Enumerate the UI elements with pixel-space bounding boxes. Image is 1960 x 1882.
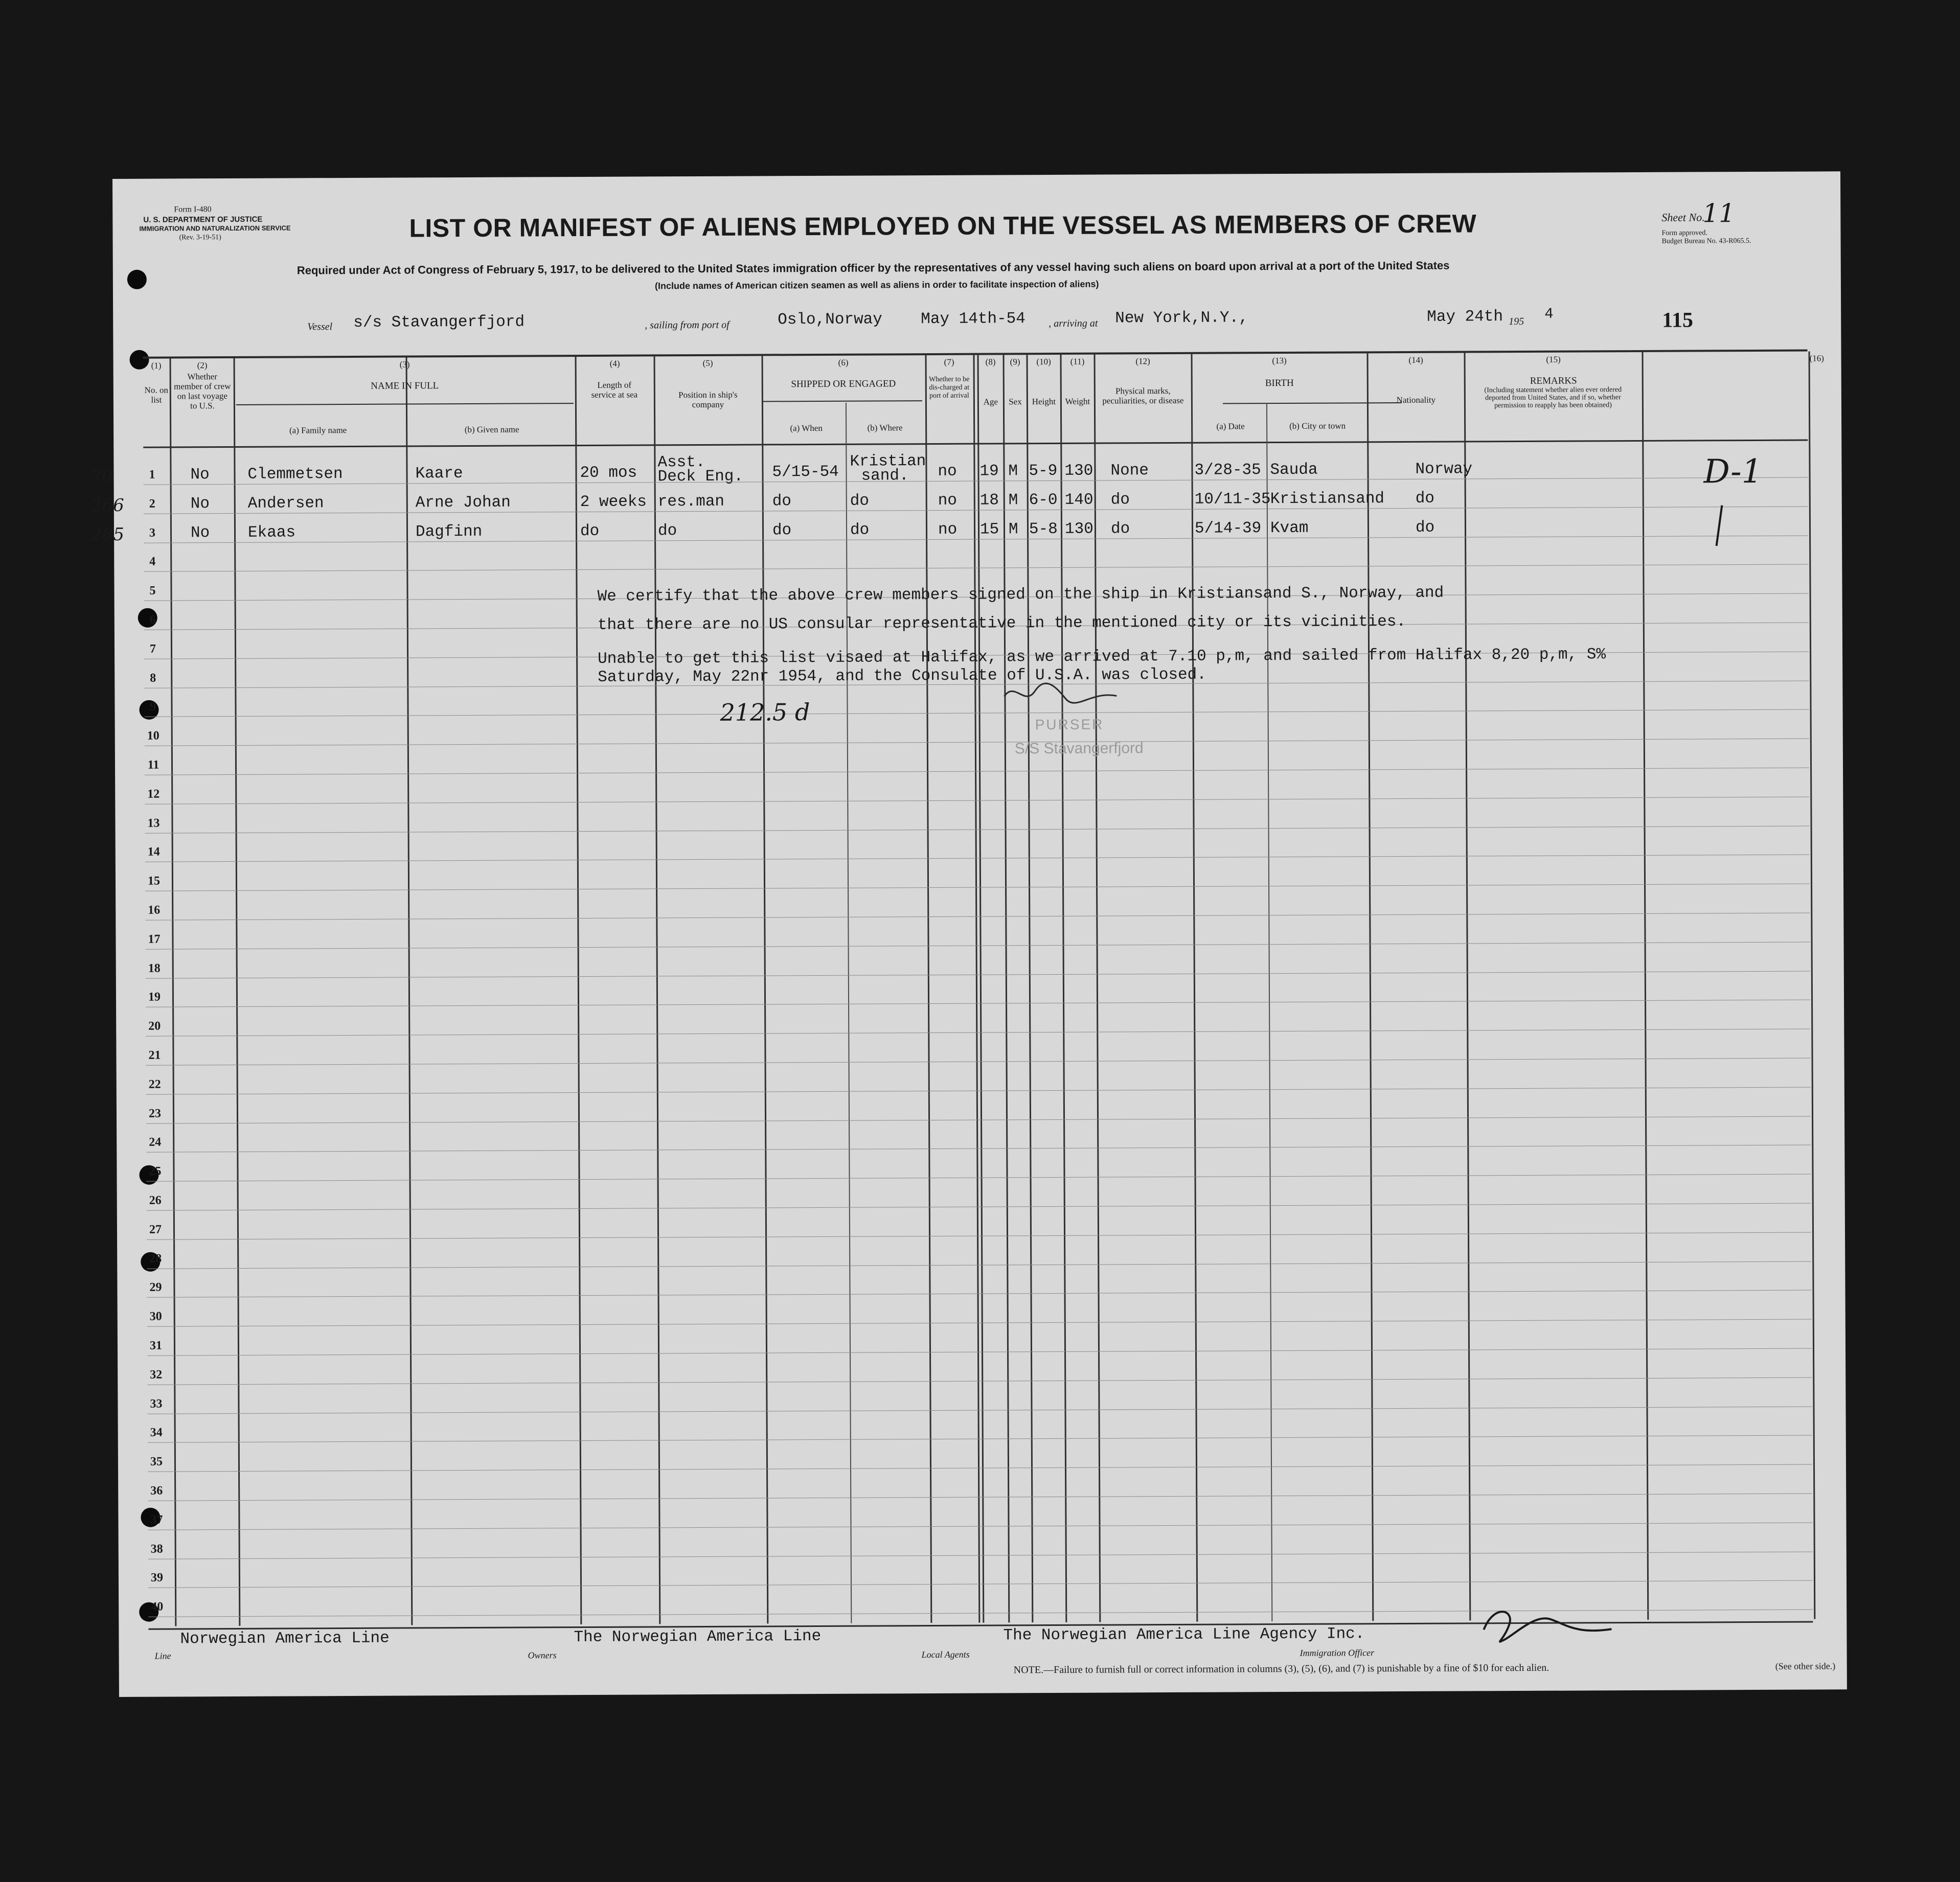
- discharge-cell: no: [938, 520, 958, 539]
- ruled-line: [145, 739, 1809, 746]
- ruled-line: [147, 1174, 1811, 1182]
- position-cell: do: [657, 521, 677, 540]
- col-line: [1367, 353, 1374, 1621]
- ruled-line: [148, 1406, 1812, 1414]
- discharge-cell: no: [938, 491, 958, 510]
- owners-label: Owners: [528, 1650, 557, 1661]
- manifest-sheet: [90, 171, 1847, 1697]
- year-prefix: 195: [1509, 315, 1524, 328]
- col-line: [1027, 355, 1034, 1622]
- ruled-line: [147, 1290, 1812, 1298]
- col-line: [234, 358, 241, 1626]
- row-number: 23: [148, 1107, 162, 1120]
- ruled-line: [147, 1319, 1812, 1327]
- col-16-num: (16): [1809, 353, 1824, 363]
- shipped-where-cell: do: [850, 521, 870, 539]
- col-14-num: (14): [1408, 355, 1423, 365]
- col-8-num: (8): [985, 357, 996, 367]
- service-length-cell: 2 weeks: [580, 493, 647, 511]
- row-number: 2: [149, 497, 155, 511]
- col-line: [925, 355, 932, 1623]
- row-number: 10: [147, 729, 159, 743]
- ruled-line: [145, 825, 1810, 833]
- family-name-cell: Ekaas: [247, 523, 296, 542]
- row-number: 39: [150, 1571, 163, 1585]
- service-length-cell: 20 mos: [580, 464, 637, 483]
- col-13-num: (13): [1272, 355, 1287, 366]
- row-number: 1: [149, 468, 155, 481]
- col-6a-header: (a) When: [790, 423, 823, 433]
- given-name-cell: Kaare: [415, 465, 463, 483]
- shipped-where-cell-line-2: sand.: [861, 467, 909, 485]
- row-number: 12: [147, 787, 160, 801]
- sailing-port: Oslo,Norway: [778, 310, 882, 329]
- given-name-cell: Dagfinn: [415, 522, 483, 541]
- officer-label: Immigration Officer: [1300, 1647, 1375, 1658]
- row-number: 17: [148, 932, 161, 946]
- line-value: Norwegian America Line: [180, 1629, 390, 1648]
- row-number: 18: [148, 961, 161, 975]
- given-name-cell: Arne Johan: [415, 493, 511, 512]
- row-number: 7: [149, 642, 156, 656]
- row-number: 11: [147, 758, 159, 772]
- col-12-header: Physical marks, peculiarities, or disease: [1102, 385, 1184, 406]
- ruled-line: [148, 1522, 1813, 1530]
- row-number: 13: [147, 816, 160, 830]
- ruled-line: [148, 1464, 1812, 1472]
- header-rule: [143, 440, 1808, 448]
- nationality-cell: do: [1415, 489, 1435, 508]
- ruled-line: [144, 506, 1808, 514]
- ruled-lines: [112, 171, 1840, 179]
- row-number: 37: [150, 1513, 163, 1527]
- row-number: 25: [149, 1164, 162, 1178]
- position-cell-line-2: Deck Eng.: [657, 467, 744, 486]
- row-number: 32: [150, 1368, 163, 1382]
- col-line: [1642, 352, 1649, 1620]
- weight-cell: 130: [1064, 520, 1093, 538]
- row-number: 36: [150, 1484, 163, 1498]
- col-7-header: Whether to be dis-charged at port of arrival: [929, 375, 970, 400]
- weight-cell: 130: [1064, 462, 1093, 480]
- form-subtitle: Required under Act of Congress of February 5, 1917, to be delivered to the United States immigration officer by the representatives of any vessel having such aliens on board upon arrival at a port of the United States: [297, 259, 1450, 277]
- row-number: 28: [149, 1252, 162, 1266]
- col-line: [1191, 354, 1198, 1622]
- last-voyage-cell: No: [190, 523, 210, 542]
- col-15-header: REMARKS: [1530, 375, 1577, 386]
- line-label: Line: [154, 1650, 171, 1661]
- birth-date-cell: 5/14-39: [1194, 519, 1262, 538]
- weight-cell: 140: [1064, 491, 1093, 509]
- col-3-header: NAME IN FULL: [371, 380, 439, 392]
- last-voyage-cell: No: [190, 466, 210, 484]
- sub-header-rule-shipped: [763, 400, 922, 402]
- row-number: 9: [150, 700, 156, 714]
- ruled-line: [145, 768, 1809, 775]
- height-cell: 5-8: [1029, 520, 1058, 538]
- col-line: [1003, 355, 1010, 1622]
- age-cell: 18: [979, 491, 999, 510]
- inspector-mark: D-1: [1703, 452, 1763, 491]
- row-number: 4: [149, 555, 156, 569]
- row-number: 21: [148, 1048, 161, 1062]
- shipped-when-cell: do: [772, 492, 792, 511]
- inspector-tick: [1716, 505, 1723, 546]
- certification-line-3: Unable to get this list visaed at Halifax, as we arrived at 7.10 p,m, and sailed from Halifax 8,20 p,m, S%: [598, 646, 1606, 668]
- nationality-cell: do: [1415, 518, 1435, 537]
- ruled-line: [145, 796, 1809, 804]
- col-2-header: Whether member of crew on last voyage to U.S.: [174, 372, 231, 411]
- col-13a-header: (a) Date: [1216, 421, 1245, 431]
- col-line: [762, 356, 769, 1623]
- ruled-line: [145, 709, 1809, 717]
- col-11-header: Weight: [1065, 396, 1090, 406]
- col-15-num: (15): [1546, 354, 1561, 364]
- col-line: [1060, 355, 1067, 1622]
- year-digit: 4: [1544, 305, 1554, 323]
- ruled-line: [146, 1029, 1810, 1037]
- col-13b-header: (b) City or town: [1289, 421, 1346, 431]
- sex-cell: M: [1008, 520, 1018, 538]
- arriving-label: , arriving at: [1049, 317, 1098, 330]
- row-number: 8: [150, 671, 156, 685]
- certification-line-4: Saturday, May 22nr 1954, and the Consulate of U.S.A. was closed.: [598, 665, 1206, 686]
- shipped-when-cell: 5/15-54: [772, 463, 839, 481]
- certification-line-1: We certify that the above crew members signed on the ship in Kristiansand S., Norway, and: [597, 584, 1444, 606]
- discharge-cell: no: [938, 462, 957, 480]
- family-name-cell: Andersen: [247, 494, 324, 513]
- ruled-line: [148, 1494, 1812, 1501]
- col-4-header: Length of service at sea: [591, 380, 638, 400]
- footer-note: NOTE.—Failure to furnish full or correct information in columns (3), (5), (6), and (7) is punishable by a fine of $10 for each alien.: [1013, 1662, 1549, 1676]
- family-name-cell: Clemmetsen: [247, 465, 343, 484]
- sex-cell: M: [1008, 462, 1018, 480]
- row-number: 19: [148, 990, 161, 1004]
- position-cell: res.man: [657, 492, 725, 511]
- budget-bureau: Budget Bureau No. 43-R065.5.: [1661, 237, 1751, 245]
- birth-city-cell: Sauda: [1270, 461, 1318, 479]
- ruled-line: [144, 477, 1808, 485]
- row-number: 14: [147, 845, 160, 859]
- height-cell: 5-9: [1029, 462, 1058, 480]
- arrival-port: New York,N.Y.,: [1115, 309, 1248, 328]
- row-number: 26: [149, 1194, 162, 1207]
- row-number: 30: [149, 1310, 162, 1323]
- ruled-line: [145, 913, 1810, 921]
- form-subtitle-2: (Include names of American citizen seamen as well as aliens in order to facilitate inspection of aliens): [654, 279, 1099, 291]
- ruled-line: [146, 1000, 1810, 1007]
- shipped-where-cell: do: [850, 492, 870, 510]
- physical-marks-cell: do: [1110, 491, 1130, 509]
- revision: (Rev. 3-19-51): [179, 234, 221, 242]
- row-number: 31: [149, 1339, 163, 1352]
- col-1-header: No. on list: [144, 385, 168, 405]
- sex-cell: M: [1008, 491, 1018, 510]
- purser-stamp-vessel: S/S Stavangerfjord: [1014, 740, 1144, 758]
- col-6-num: (6): [838, 357, 849, 368]
- purser-signature: [999, 675, 1122, 712]
- ruled-line: [146, 942, 1810, 949]
- punch-hole: [127, 270, 147, 289]
- arrival-date: May 24th: [1427, 308, 1503, 326]
- col-9-num: (9): [1010, 357, 1020, 367]
- row-number: 22: [148, 1077, 161, 1091]
- row-number: 34: [150, 1426, 163, 1440]
- last-voyage-cell: No: [190, 494, 210, 513]
- col-4-num: (4): [609, 358, 620, 369]
- sailing-label: , sailing from port of: [645, 319, 730, 331]
- form-title: LIST OR MANIFEST OF ALIENS EMPLOYED ON THE VESSEL AS MEMBERS OF CREW: [409, 209, 1477, 243]
- row-number: 35: [150, 1455, 163, 1468]
- row-number: 5: [149, 584, 156, 598]
- ruled-line: [147, 1377, 1812, 1385]
- ruled-line: [147, 1348, 1812, 1356]
- see-other-side: (See other side.): [1775, 1661, 1836, 1671]
- row-number: 33: [150, 1397, 163, 1411]
- row-number: 16: [148, 903, 161, 917]
- shipped-when-cell: do: [772, 521, 792, 539]
- birth-date-cell: 3/28-35: [1194, 461, 1261, 479]
- page-number: 115: [1662, 308, 1694, 332]
- agents-value: The Norwegian America Line Agency Inc.: [1003, 1625, 1365, 1645]
- physical-marks-cell: do: [1110, 519, 1130, 538]
- col-6b-header: (b) Where: [867, 423, 903, 433]
- row-number: 3: [149, 526, 156, 540]
- row-number: 20: [148, 1019, 161, 1033]
- col-6-header: SHIPPED OR ENGAGED: [791, 378, 896, 390]
- agents-label: Local Agents: [921, 1649, 970, 1660]
- form-approved: Form approved.: [1661, 229, 1707, 237]
- ruled-line: [146, 971, 1810, 978]
- col-line: [406, 357, 413, 1625]
- col-8-header: Age: [983, 397, 998, 407]
- department-name: U. S. DEPARTMENT OF JUSTICE: [143, 215, 263, 224]
- margin-number: 266: [90, 495, 124, 516]
- ruled-line: [144, 535, 1808, 543]
- ruled-line: [148, 1435, 1812, 1443]
- officer-signature: [1473, 1593, 1616, 1650]
- height-cell: 6-0: [1029, 491, 1058, 509]
- col-10-header: Height: [1032, 396, 1056, 407]
- birth-city-cell: Kristiansand: [1270, 489, 1385, 508]
- col-line: [1464, 353, 1471, 1620]
- form-number: Form I-480: [174, 205, 212, 214]
- col-line: [575, 357, 582, 1624]
- col-3a-header: (a) Family name: [289, 425, 347, 435]
- vessel-label: Vessel: [307, 321, 333, 333]
- position-cell: Asst.: [657, 453, 705, 472]
- sailing-date: May 14th-54: [921, 310, 1025, 329]
- shipped-where-cell: Kristian: [850, 452, 926, 471]
- row-number: 24: [149, 1135, 162, 1150]
- certification-line-2: that there are no US consular representative in the mentioned city or its vicinities.: [597, 612, 1406, 634]
- col-7-num: (7): [944, 357, 954, 367]
- col-line: [846, 403, 852, 1623]
- purser-stamp-title: PURSER: [1035, 716, 1104, 733]
- ruled-line: [147, 1261, 1811, 1269]
- ruled-line: [148, 1551, 1813, 1559]
- col-3-num: (3): [399, 359, 410, 370]
- row-number: 15: [147, 874, 161, 888]
- sub-header-rule-name: [236, 403, 574, 405]
- col-10-num: (10): [1036, 356, 1051, 367]
- ruled-line: [148, 1580, 1813, 1588]
- row-number: 38: [150, 1542, 163, 1556]
- sheet-number: 11: [1702, 198, 1736, 228]
- col-line: [1809, 352, 1816, 1619]
- birth-city-cell: Kvam: [1270, 519, 1309, 537]
- margin-number: 285: [90, 524, 125, 545]
- service-name: IMMIGRATION AND NATURALIZATION SERVICE: [139, 224, 291, 233]
- ruled-line: [147, 1232, 1811, 1240]
- col-15-subheader: (Including statement whether alien ever ordered deported from United States, and if so, whether permission to reapply has been obtained): [1484, 386, 1622, 410]
- col-12-num: (12): [1135, 356, 1150, 366]
- col-3b-header: (b) Given name: [464, 424, 519, 434]
- ruled-line: [146, 1087, 1811, 1094]
- col-line: [1094, 355, 1101, 1622]
- ruled-line: [145, 855, 1810, 862]
- row-number: 6: [149, 613, 156, 627]
- row-number: 40: [151, 1600, 164, 1614]
- col-13-header: BIRTH: [1265, 377, 1294, 389]
- col-14-header: Nationality: [1396, 395, 1436, 405]
- sheet-label: Sheet No.: [1661, 211, 1705, 224]
- service-length-cell: do: [580, 522, 600, 540]
- margin-number: 70: [90, 466, 113, 487]
- owners-value: The Norwegian America Line: [574, 1627, 822, 1647]
- col-1-num: (1): [151, 360, 162, 371]
- nationality-cell: Norway: [1415, 460, 1473, 478]
- vessel-name: s/s Stavangerfjord: [353, 313, 525, 332]
- ruled-line: [146, 1145, 1811, 1153]
- col-line: [654, 356, 661, 1624]
- col-5-header: Position in ship's company: [678, 389, 738, 410]
- physical-marks-cell: None: [1110, 462, 1149, 480]
- row-number: 29: [149, 1280, 162, 1295]
- ruled-line: [145, 884, 1810, 891]
- ruled-line: [146, 1058, 1811, 1066]
- handwritten-annotation: 212.5 d: [720, 698, 810, 726]
- col-9-header: Sex: [1009, 397, 1022, 407]
- birth-date-cell: 10/11-35: [1194, 490, 1271, 509]
- ruled-line: [146, 1116, 1811, 1123]
- col-5-num: (5): [702, 358, 713, 368]
- ruled-line: [144, 564, 1808, 572]
- col-11-num: (11): [1070, 356, 1085, 366]
- ruled-line: [147, 1203, 1811, 1211]
- row-number: 27: [149, 1223, 162, 1236]
- age-cell: 15: [979, 520, 999, 539]
- col-2-num: (2): [197, 360, 208, 371]
- age-cell: 19: [979, 462, 999, 480]
